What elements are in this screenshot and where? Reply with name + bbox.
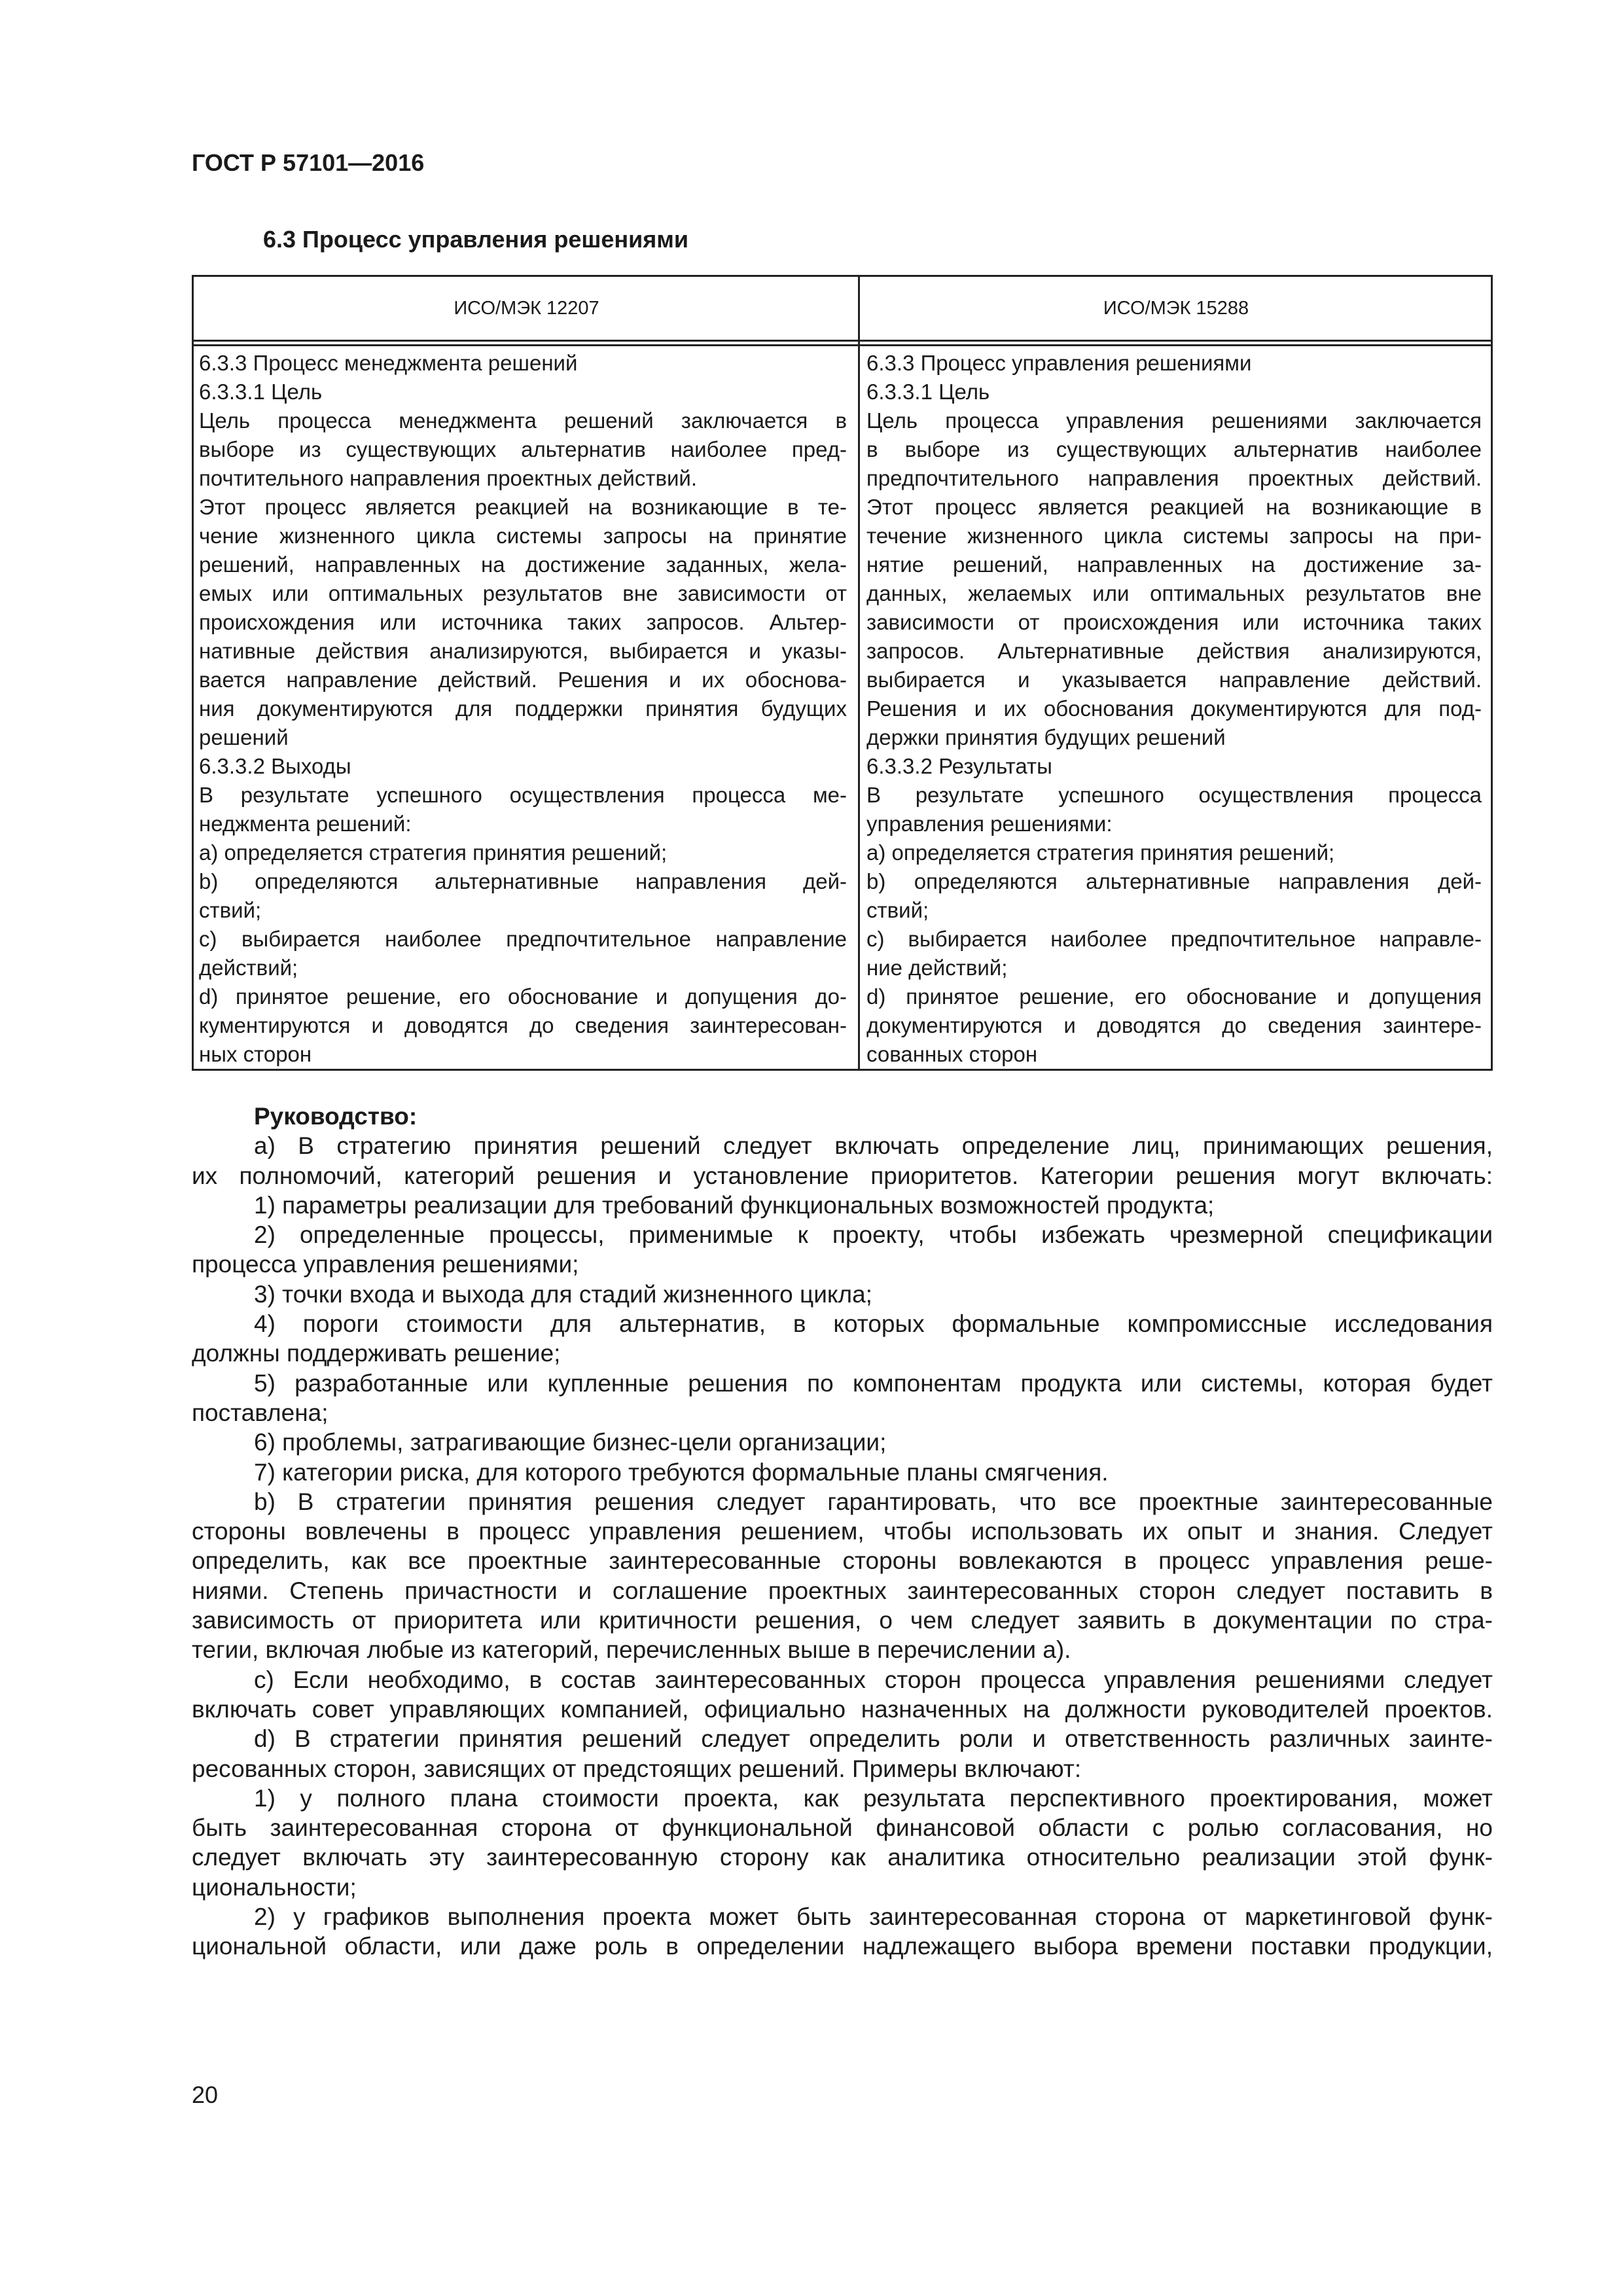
table-cell-line: запросов. Альтернативные действия анализируются, [866, 639, 1482, 663]
paragraph-line: 2) у графиков выполнения проекта может быть заинтересованная сторона от маркетинговой функ- [254, 1903, 1493, 1931]
table-cell-line: Этот процесс является реакцией на возникающие в те- [199, 495, 847, 519]
paragraph-line: определить, как все проектные заинтересованные стороны вовлекаются в процесс управления реше- [192, 1547, 1493, 1575]
paragraph-line: c) Если необходимо, в состав заинтересованных сторон процесса управления решениями следует [254, 1666, 1493, 1693]
table-cell-line: 6.3.3.1 Цель [866, 380, 990, 404]
paragraph-line: поставлена; [192, 1399, 329, 1426]
table-cell-line: a) определяется стратегия принятия решений; [199, 840, 668, 865]
table-cell-iso-12207 [199, 349, 847, 1069]
table-cell-line: c) выбирается наиболее предпочтительное направле- [866, 927, 1482, 951]
table-cell-line: держки принятия будущих решений [866, 725, 1226, 749]
table-cell-line: 6.3.3.2 Результаты [866, 754, 1052, 778]
paragraph-line: включать совет управляющих компанией, официально назначенных на должности руководителей проектов. [192, 1695, 1493, 1723]
table-header-iso-15288: ИСО/МЭК 15288 [1103, 297, 1249, 319]
table-cell-line: b) определяются альтернативные направления дей- [199, 869, 847, 893]
table-column-divider [858, 277, 860, 1069]
section-title: 6.3 Процесс управления решениями [263, 226, 689, 253]
table-cell-line: ствий; [199, 898, 262, 922]
standards-comparison-table [192, 275, 1493, 1071]
table-cell-line: ствий; [866, 898, 929, 922]
guidance-section [192, 1102, 1493, 1962]
table-header-divider-top [194, 340, 1491, 342]
document-code-header: ГОСТ Р 57101—2016 [192, 149, 425, 176]
table-cell-line: Цель процесса управления решениями заключается [866, 408, 1482, 433]
table-cell-line: течение жизненного цикла системы запросы на при- [866, 524, 1482, 548]
paragraph-line: 6) проблемы, затрагивающие бизнес-цели организации; [254, 1429, 887, 1456]
table-cell-line: выборе из существующих альтернатив наиболее пред- [199, 437, 847, 461]
guidance-heading: Руководство: [254, 1103, 418, 1130]
table-cell-line: происхождения или источника таких запросов. Альтер- [199, 610, 847, 634]
paragraph-line: ресованных сторон, зависящих от предстоящих решений. Примеры включают: [192, 1755, 1082, 1782]
paragraph-line: тегии, включая любые из категорий, перечисленных выше в перечислении а). [192, 1636, 1071, 1664]
table-cell-line: неджмента решений: [199, 812, 412, 836]
table-cell-line: почтительного направления проектных действий. [199, 466, 698, 490]
paragraph-line: зависимость от приоритета или критичности решения, о чем следует заявить в документации по стра- [192, 1607, 1493, 1634]
table-cell-line: выбирается и указывается направление действий. [866, 668, 1482, 692]
table-cell-line: сованных сторон [866, 1042, 1038, 1066]
table-cell-line: решений [199, 725, 289, 749]
paragraph-line: d) В стратегии принятия решений следует определить роли и ответственность различных заинте- [254, 1725, 1493, 1753]
table-cell-line: решений, направленных на достижение заданных, жела- [199, 552, 847, 577]
paragraph-line: быть заинтересованная сторона от функциональной финансовой области с ролью согласования, но [192, 1814, 1493, 1842]
table-header-iso-12207: ИСО/МЭК 12207 [454, 297, 599, 319]
table-cell-line: В результате успешного осуществления процесса ме- [199, 783, 847, 807]
table-cell-line: c) выбирается наиболее предпочтительное направление [199, 927, 847, 951]
table-cell-line: вается направление действий. Решения и их обоснова- [199, 668, 847, 692]
table-cell-line: нативные действия анализируются, выбирается и указы- [199, 639, 847, 663]
table-cell-line: В результате успешного осуществления процесса [866, 783, 1482, 807]
table-cell-line: 6.3.3 Процесс менеджмента решений [199, 351, 578, 375]
table-cell-line: документируются и доводятся до сведения заинтере- [866, 1013, 1482, 1037]
paragraph-line: a) В стратегию принятия решений следует включать определение лиц, принимающих решения, [254, 1132, 1493, 1160]
table-cell-line: ных сторон [199, 1042, 312, 1066]
table-cell-line: зависимости от происхождения или источника таких [866, 610, 1482, 634]
paragraph-line: 1) у полного плана стоимости проекта, как результата перспективного проектирования, может [254, 1784, 1493, 1812]
table-cell-line: чение жизненного цикла системы запросы на принятие [199, 524, 847, 548]
table-cell-line: нятие решений, направленных на достижение за- [866, 552, 1482, 577]
table-cell-line: предпочтительного направления проектных действий. [866, 466, 1482, 490]
table-cell-line: d) принятое решение, его обоснование и допущения до- [199, 984, 847, 1009]
paragraph-line: циональности; [192, 1873, 357, 1901]
paragraph-line: 7) категории риска, для которого требуются формальные планы смягчения. [254, 1458, 1109, 1486]
table-cell-line: управления решениями: [866, 812, 1113, 836]
table-cell-line: ние действий; [866, 956, 1008, 980]
table-cell-line: d) принятое решение, его обоснование и допущения [866, 984, 1482, 1009]
table-cell-line: 6.3.3.1 Цель [199, 380, 323, 404]
paragraph-line: 4) пороги стоимости для альтернатив, в которых формальные компромиссные исследования [254, 1310, 1493, 1338]
table-cell-line: данных, желаемых или оптимальных результатов вне [866, 581, 1482, 605]
table-header-divider-bottom [194, 344, 1491, 346]
table-cell-line: емых или оптимальных результатов вне зависимости от [199, 581, 847, 605]
paragraph-line: циональной области, или даже роль в определении надлежащего выбора времени поставки продукции, [192, 1933, 1493, 1960]
table-cell-line: Решения и их обоснования документируются для под- [866, 696, 1482, 721]
paragraph-line: b) В стратегии принятия решения следует гарантировать, что все проектные заинтересованные [254, 1488, 1493, 1515]
table-cell-line: Цель процесса менеджмента решений заключается в [199, 408, 847, 433]
table-cell-line: в выборе из существующих альтернатив наиболее [866, 437, 1482, 461]
table-cell-line: b) определяются альтернативные направления дей- [866, 869, 1482, 893]
paragraph-line: их полномочий, категорий решения и установление приоритетов. Категории решения могут включать: [192, 1162, 1493, 1189]
paragraph-line: стороны вовлечены в процесс управления решением, чтобы использовать их опыт и знания. Следует [192, 1518, 1493, 1545]
paragraph-line: 5) разработанные или купленные решения по компонентам продукта или системы, которая будет [254, 1369, 1493, 1397]
table-cell-line: 6.3.3.2 Выходы [199, 754, 351, 778]
table-cell-line: Этот процесс является реакцией на возникающие в [866, 495, 1482, 519]
paragraph-line: должны поддерживать решение; [192, 1340, 561, 1367]
paragraph-line: следует включать эту заинтересованную сторону как аналитика относительно реализации этой функ- [192, 1844, 1493, 1871]
paragraph-line: 1) параметры реализации для требований функциональных возможностей продукта; [254, 1191, 1215, 1219]
paragraph-line: 3) точки входа и выхода для стадий жизненного цикла; [254, 1280, 872, 1308]
table-cell-iso-15288 [866, 349, 1482, 1069]
paragraph-line: ниями. Степень причастности и соглашение проектных заинтересованных сторон следует поставить в [192, 1577, 1493, 1604]
table-cell-line: 6.3.3 Процесс управления решениями [866, 351, 1252, 375]
table-cell-line: кументируются и доводятся до сведения заинтересован- [199, 1013, 847, 1037]
paragraph-line: 2) определенные процессы, применимые к проекту, чтобы избежать чрезмерной спецификации [254, 1221, 1493, 1249]
table-cell-line: a) определяется стратегия принятия решений; [866, 840, 1335, 865]
page-number: 20 [192, 2081, 219, 2108]
table-cell-line: ния документируются для поддержки принятия будущих [199, 696, 847, 721]
paragraph-line: процесса управления решениями; [192, 1251, 579, 1278]
table-cell-line: действий; [199, 956, 298, 980]
